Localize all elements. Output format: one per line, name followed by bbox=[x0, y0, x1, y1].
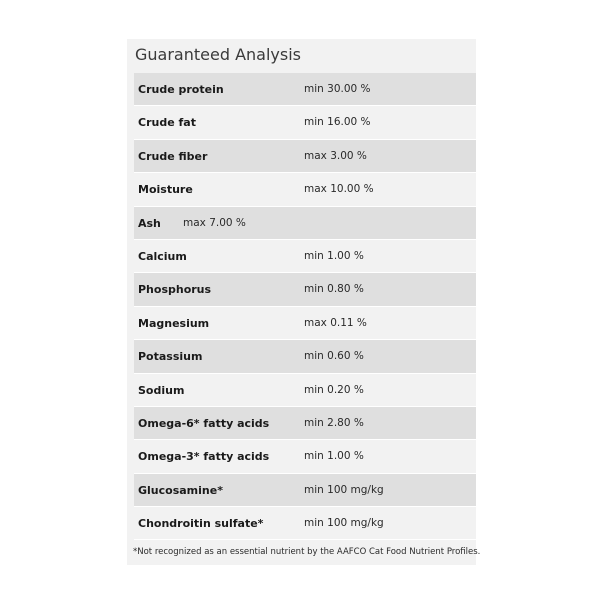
nutrient-name: Crude fat bbox=[138, 116, 196, 130]
footnote: *Not recognized as an essential nutrient by the AAFCO Cat Food Nutrient Profiles. bbox=[133, 547, 481, 557]
table-row bbox=[134, 173, 476, 206]
nutrient-value: min 1.00 % bbox=[304, 249, 364, 262]
nutrient-name: Moisture bbox=[138, 183, 193, 197]
nutrient-name: Chondroitin sulfate* bbox=[138, 517, 264, 531]
analysis-table bbox=[134, 73, 476, 540]
nutrient-name: Glucosamine* bbox=[138, 483, 223, 497]
nutrient-name: Crude fiber bbox=[138, 149, 208, 163]
table-row bbox=[134, 440, 476, 473]
table-row bbox=[134, 307, 476, 340]
table-row bbox=[134, 273, 476, 306]
nutrient-value: min 30.00 % bbox=[304, 83, 371, 95]
table-row bbox=[134, 374, 476, 407]
table-row bbox=[134, 207, 476, 240]
nutrient-value: min 0.20 % bbox=[304, 383, 364, 396]
nutrient-name: Sodium bbox=[138, 383, 185, 397]
nutrient-value: max 3.00 % bbox=[304, 149, 367, 162]
nutrient-value: min 100 mg/kg bbox=[304, 517, 384, 530]
table-row bbox=[134, 407, 476, 440]
nutrient-name: Phosphorus bbox=[138, 283, 212, 297]
nutrient-value: min 100 mg/kg bbox=[304, 483, 384, 496]
table-row bbox=[134, 507, 476, 540]
nutrient-name: Ash bbox=[138, 216, 161, 230]
nutrient-value: min 0.80 % bbox=[304, 283, 364, 296]
table-row bbox=[134, 474, 476, 507]
nutrient-value: min 1.00 % bbox=[304, 450, 364, 463]
table-row bbox=[134, 73, 476, 106]
nutrient-name: Potassium bbox=[138, 350, 203, 364]
table-row bbox=[134, 240, 476, 273]
table-row bbox=[134, 340, 476, 373]
guaranteed-analysis-panel bbox=[127, 39, 481, 565]
nutrient-value: max 7.00 % bbox=[183, 216, 246, 229]
table-row bbox=[134, 106, 476, 139]
nutrient-value: min 2.80 % bbox=[304, 416, 364, 429]
panel-title: Guaranteed Analysis bbox=[135, 45, 301, 64]
nutrient-name: Omega-3* fatty acids bbox=[138, 450, 270, 464]
table-row bbox=[134, 140, 476, 173]
nutrient-name: Omega-6* fatty acids bbox=[138, 416, 270, 430]
nutrient-name: Calcium bbox=[138, 249, 187, 263]
nutrient-name: Magnesium bbox=[138, 316, 210, 330]
nutrient-name: Crude protein bbox=[138, 83, 224, 96]
nutrient-value: min 16.00 % bbox=[304, 116, 371, 129]
nutrient-value: max 0.11 % bbox=[304, 316, 367, 329]
nutrient-value: max 10.00 % bbox=[304, 183, 374, 196]
nutrient-value: min 0.60 % bbox=[304, 350, 364, 363]
